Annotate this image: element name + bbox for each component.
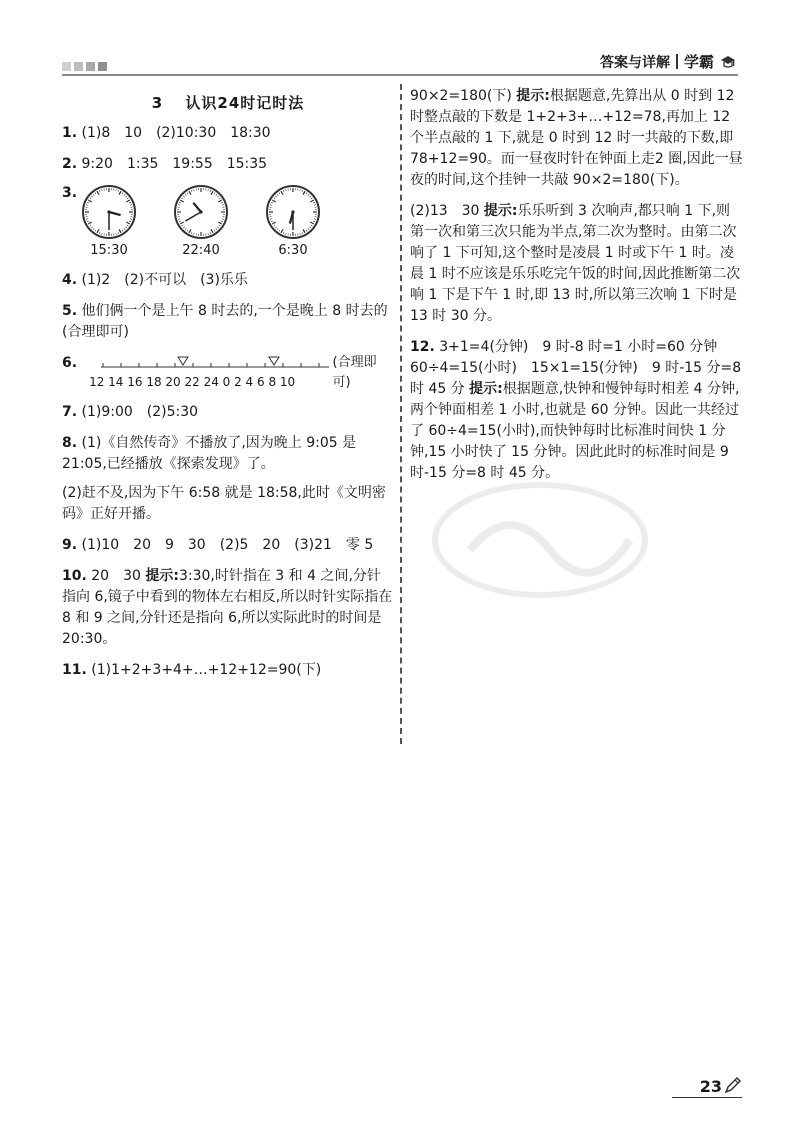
column-divider [400, 84, 402, 744]
clock-face [80, 183, 138, 261]
header-square [98, 62, 107, 71]
answer-text: 20 30 [91, 568, 141, 584]
hint-label: 提示: [145, 568, 179, 584]
answer-number: 1. [62, 124, 78, 141]
hint-text: 3:30,时针指在 3 和 4 之间,分针指向 6,镜子中看到的物体左右相反,所以时针实际指在 8 和 9 之间,分针还是指向 6,所以实际此时的时间是 20:30。 [62, 568, 393, 647]
answer-7 [62, 402, 394, 423]
clock-icon [172, 183, 230, 241]
header-right [600, 51, 736, 72]
answer-text: (1)8 10 (2)10:30 18:30 [81, 124, 271, 141]
number-line-graphic [101, 353, 331, 373]
triangle-marker-icon [178, 357, 188, 365]
header-square [86, 62, 95, 71]
answer-text: 90×2=180(下) [410, 88, 512, 104]
section-title [62, 92, 394, 115]
clock-row [80, 183, 394, 261]
answer-number: 8. [62, 435, 78, 451]
answer-number: 4. [62, 272, 78, 288]
answer-note: (合理即可) [332, 355, 377, 390]
hint-text: 乐乐听到 3 次响声,都只响 1 下,则第一次和第三次只能为半点,第二次为整时。由第二次响了 1 下可知,这个整时是凌晨 1 时或下午 1 时。凌晨 1 时不应该是乐乐吃完午饭的时间,因此推断第二次响 1 下是下午 1 时,即 13 时,所以第三次响 1 下时是 13 时 30 分。 [410, 203, 741, 324]
footer-rule [672, 1097, 742, 1098]
triangle-marker-icon [269, 357, 279, 365]
answer-number: 9. [62, 537, 78, 553]
answer-12 [410, 337, 744, 484]
graduation-cap-icon [720, 54, 736, 70]
answer-text: (1)10 20 9 30 (2)5 20 (3)21 零 5 [81, 537, 374, 553]
header-squares [62, 62, 107, 71]
answer-11-part-2 [410, 201, 744, 327]
answer-number: 3. [62, 184, 78, 201]
header-title: 答案与详解 [599, 54, 670, 71]
answer-text: (1)《自然传奇》不播放了,因为晚上 9:05 是 21:05,已经播放《探索发现》了。 [62, 435, 357, 472]
answer-10 [62, 566, 394, 650]
clock-face [264, 183, 322, 261]
answer-4 [62, 270, 394, 291]
answer-text: (2)赶不及,因为下午 6:58 就是 18:58,此时《文明密码》正好开播。 [62, 485, 386, 522]
answer-8 [62, 433, 394, 525]
brand-name: 学霸 [683, 53, 714, 71]
header-square [62, 62, 71, 71]
number-line-labels: 12 14 16 18 20 22 24 0 2 4 6 8 10 [89, 375, 296, 389]
hint-label: 提示: [516, 88, 550, 104]
answer-11-continued [410, 86, 744, 191]
right-column [410, 86, 744, 494]
clock-icon [264, 183, 322, 241]
watermark-icon [430, 480, 650, 600]
answer-number: 11. [62, 662, 87, 678]
answer-6 [62, 353, 394, 392]
answer-text: 9:20 1:35 19:55 15:35 [81, 155, 268, 172]
answer-number: 6. [62, 355, 78, 371]
number-line [89, 353, 328, 391]
answer-text: 3+1=4(分钟) 9 时-8 时=1 小时=60 分钟 60÷4=15(小时) 15×1=15(分钟) 9 时-15 分=8 时 45 分 [410, 339, 742, 397]
hint-label: 提示: [483, 203, 518, 219]
answer-1 [62, 123, 394, 144]
answer-text: (1)2 (2)不可以 (3)乐乐 [81, 272, 248, 288]
section-title-text: 认识24时记时法 [185, 94, 305, 112]
section-number: 3 [151, 94, 164, 112]
page-number: 23 [699, 1077, 722, 1096]
answer-text: (1)9:00 (2)5:30 [81, 404, 199, 420]
clock-icon [80, 183, 138, 241]
header-rule [62, 74, 738, 76]
hint-text: 根据题意,先算出从 0 时到 12 时整点敲的下数是 1+2+3+…+12=78,再加上 12 个半点敲的 1 下,就是 0 时到 12 时一共敲的下数,即 78+12=90。而一昼夜时针在钟面上走2 圈,因此一昼夜的时间,这个挂钟一共敲 90×2=180(下)。 [410, 88, 743, 188]
hint-text: 根据题意,快钟和慢钟每时相差 4 分钟,两个钟面相差 1 小时,也就是 60 分钟。因此一共经过了 60÷4=15(小时),而快钟每时比标准时间快 1 分钟,15 小时快了 15 分钟。因此此时的标准时间是 9 时-15 分=8 时 45 分。 [410, 381, 740, 481]
answer-9 [62, 535, 394, 556]
header-square [74, 62, 83, 71]
clock-caption: 6:30 [278, 242, 308, 258]
answer-11 [62, 660, 394, 681]
answer-number: 7. [62, 404, 78, 420]
left-column [62, 86, 394, 691]
answer-text: (2)13 30 [410, 203, 480, 219]
answer-2 [62, 154, 394, 175]
answer-number: 2. [62, 155, 78, 172]
hint-label: 提示: [469, 381, 503, 397]
answer-text: (1)1+2+3+4+…+12+12=90(下) [91, 662, 322, 678]
header-separator [676, 54, 678, 69]
answer-number: 5. [62, 303, 78, 319]
answer-number: 10. [62, 568, 87, 584]
clock-face [172, 183, 230, 261]
answer-text: 他们俩一个是上午 8 时去的,一个是晚上 8 时去的(合理即可) [62, 303, 388, 340]
answer-5 [62, 301, 394, 343]
answer-number: 12. [410, 339, 435, 355]
pencil-icon [724, 1076, 742, 1094]
answer-3 [62, 183, 394, 261]
clock-caption: 15:30 [90, 242, 128, 258]
clock-caption: 22:40 [182, 242, 220, 258]
